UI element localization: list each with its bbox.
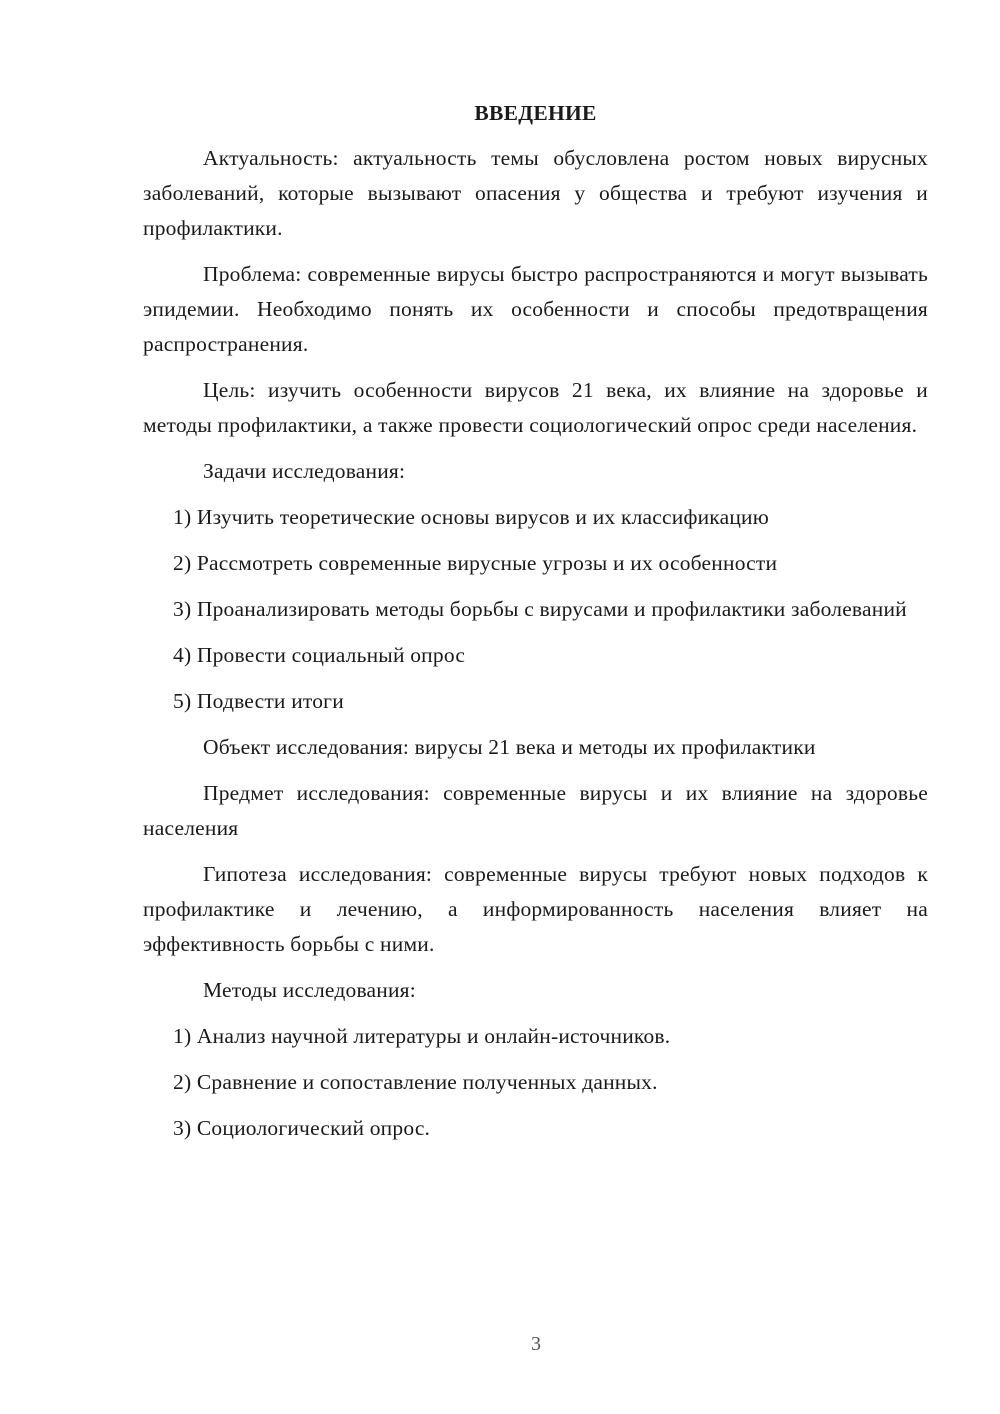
task-item-1: 1) Изучить теоретические основы вирусов и их классификацию xyxy=(173,505,770,529)
subject-paragraph: Предмет исследования: современные вирусы и их влияние на здоровье населения xyxy=(143,781,928,840)
goal-paragraph: Цель: изучить особенности вирусов 21 века, их влияние на здоровье и методы профилактики, а также провести социологический опрос среди населения. xyxy=(143,378,928,437)
method-item-3: 3) Социологический опрос. xyxy=(173,1116,431,1140)
tasks-heading: Задачи исследования: xyxy=(203,459,406,483)
method-item-1: 1) Анализ научной литературы и онлайн-источников. xyxy=(173,1024,671,1048)
task-item-2: 2) Рассмотреть современные вирусные угрозы и их особенности xyxy=(173,551,778,575)
methods-heading: Методы исследования: xyxy=(203,978,416,1002)
document-page xyxy=(143,96,928,1157)
hypothesis-paragraph: Гипотеза исследования: современные вирусы требуют новых подходов к профилактике и лечению, а информированность населения влияет на эффективность борьбы с ними. xyxy=(143,862,928,956)
task-item-5: 5) Подвести итоги xyxy=(173,689,344,713)
task-item-4: 4) Провести социальный опрос xyxy=(173,643,466,667)
task-item-3: 3) Проанализировать методы борьбы с вирусами и профилактики заболеваний xyxy=(173,597,907,621)
relevance-paragraph: Актуальность: актуальность темы обусловлена ростом новых вирусных заболеваний, которые вызывают опасения у общества и требуют изучения и профилактики. xyxy=(143,146,928,240)
section-title: ВВЕДЕНИЕ xyxy=(474,101,597,125)
method-item-2: 2) Сравнение и сопоставление полученных данных. xyxy=(173,1070,658,1094)
object-paragraph: Объект исследования: вирусы 21 века и методы их профилактики xyxy=(203,735,816,759)
page-number: 3 xyxy=(531,1333,541,1355)
problem-paragraph: Проблема: современные вирусы быстро распространяются и могут вызывать эпидемии. Необходимо понять их особенности и способы предотвращения распространения. xyxy=(143,262,928,356)
